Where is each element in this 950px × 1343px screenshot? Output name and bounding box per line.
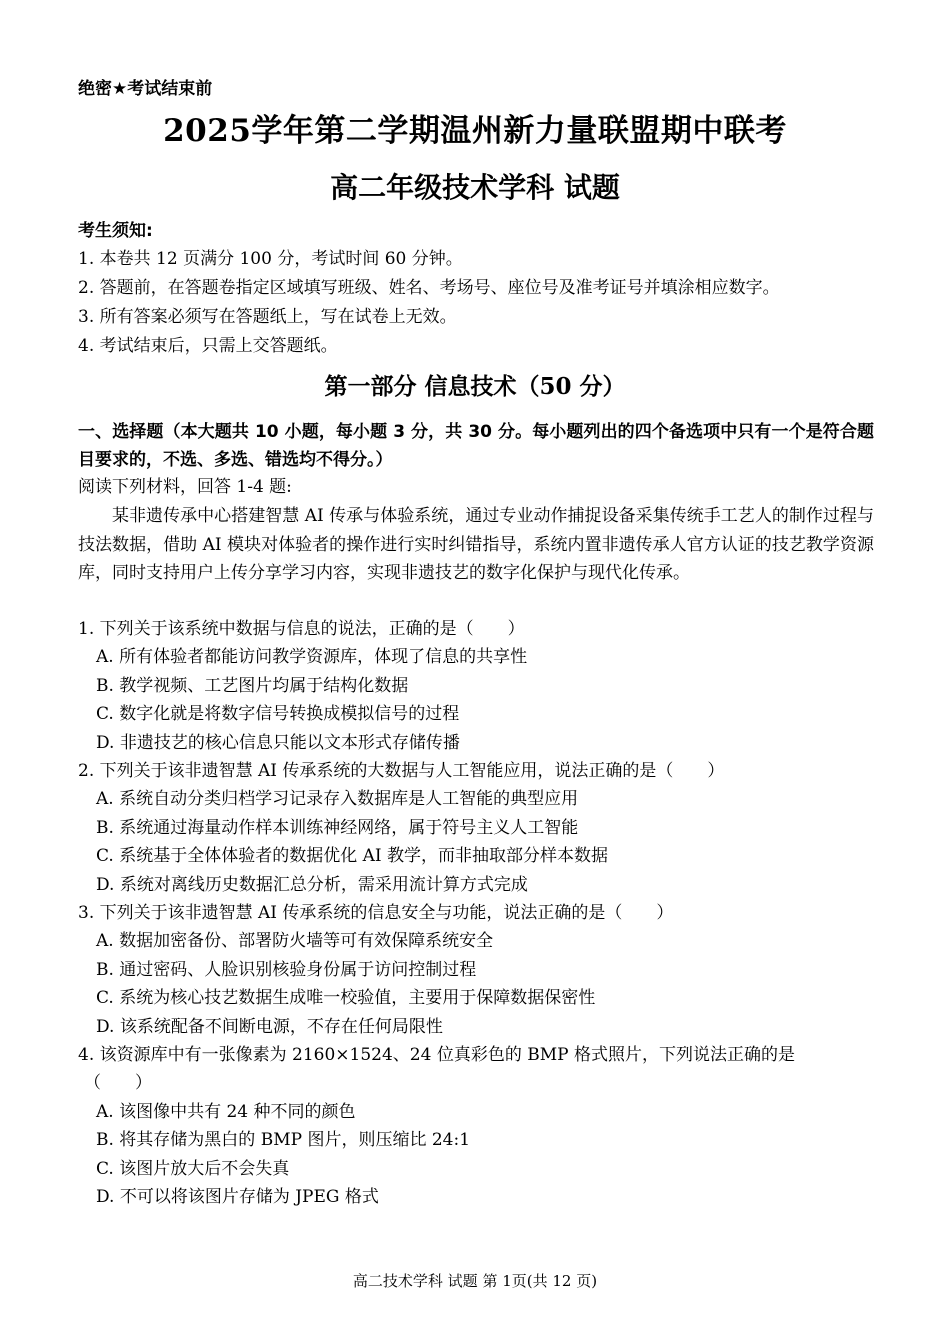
question-3-option-a: A. 数据加密备份、部署防火墙等可有效保障系统安全 [96,931,494,951]
section-title: 第一部分 信息技术（50 分） [324,373,626,400]
question-1-option-a: A. 所有体验者都能访问教学资源库，体现了信息的共享性 [96,647,528,667]
question-1-stem: 1. 下列关于该系统中数据与信息的说法，正确的是（ ） [78,619,525,639]
question-2-option-c: C. 系统基于全体体验者的数据优化 AI 教学，而非抽取部分样本数据 [96,846,609,866]
question-1-option-d: D. 非遗技艺的核心信息只能以文本形式存储传播 [96,733,460,753]
question-3-option-b: B. 通过密码、人脸识别核验身份属于访问控制过程 [96,960,477,980]
question-3-option-c: C. 系统为核心技艺数据生成唯一校验值，主要用于保障数据保密性 [96,988,596,1008]
question-4-option-a: A. 该图像中共有 24 种不同的颜色 [96,1102,356,1122]
notice-item: 2. 答题前，在答题卷指定区域填写班级、姓名、考场号、座位号及准考证号并填涂相应数字。 [78,278,780,298]
notice-item: 4. 考试结束后，只需上交答题纸。 [78,336,338,356]
page-footer: 高二技术学科 试题 第 1页(共 12 页) [352,1272,598,1290]
question-1-option-b: B. 教学视频、工艺图片均属于结构化数据 [96,676,409,696]
question-2-stem: 2. 下列关于该非遗智慧 AI 传承系统的大数据与人工智能应用，说法正确的是（ ） [78,761,725,781]
notice-item: 1. 本卷共 12 页满分 100 分，考试时间 60 分钟。 [78,249,463,269]
question-2-option-a: A. 系统自动分类归档学习记录存入数据库是人工智能的典型应用 [96,789,579,809]
notice-heading: 考生须知: [78,221,153,241]
question-1-option-c: C. 数字化就是将数字信号转换成模拟信号的过程 [96,704,460,724]
question-3-option-d: D. 该系统配备不间断电源，不存在任何局限性 [96,1017,443,1037]
question-4-stem-continued: （ ） [84,1073,152,1093]
question-3-stem: 3. 下列关于该非遗智慧 AI 传承系统的信息安全与功能，说法正确的是（ ） [78,903,674,923]
question-4-option-d: D. 不可以将该图片存储为 JPEG 格式 [96,1187,379,1207]
confidential-label: 绝密★考试结束前 [78,79,213,99]
question-4-stem: 4. 该资源库中有一张像素为 2160×1524、24 位真彩色的 BMP 格式照片，下列说法正确的是 [78,1045,795,1065]
question-4-option-c: C. 该图片放大后不会失真 [96,1159,290,1179]
exam-title: 2025学年第二学期温州新力量联盟期中联考 [163,113,787,149]
question-2-option-b: B. 系统通过海量动作样本训练神经网络，属于符号主义人工智能 [96,818,579,838]
reading-prompt: 阅读下列材料，回答 1-4 题: [78,477,292,497]
notice-item: 3. 所有答案必须写在答题纸上，写在试卷上无效。 [78,307,457,327]
question-4-option-b: B. 将其存储为黑白的 BMP 图片，则压缩比 24:1 [96,1130,471,1150]
section-instruction: 一、选择题（本大题共 10 小题，每小题 3 分，共 30 分。每小题列出的四个备选项中只有一个是符合题目要求的，不选、多选、错选均不得分。） [78,422,874,470]
reading-passage: 某非遗传承中心搭建智慧 AI 传承与体验系统，通过专业动作捕捉设备采集传统手工艺人的制作过程与技法数据，借助 AI 模块对体验者的操作进行实时纠错指导，系统内置非遗传承人官方认证的技艺教学资源库，同时支持用户上传分享学习内容，实现非遗技艺的数字化保护与现代化传承。 [78,506,874,583]
question-2-option-d: D. 系统对离线历史数据汇总分析，需采用流计算方式完成 [96,875,528,895]
exam-subtitle: 高二年级技术学科 试题 [330,171,620,204]
